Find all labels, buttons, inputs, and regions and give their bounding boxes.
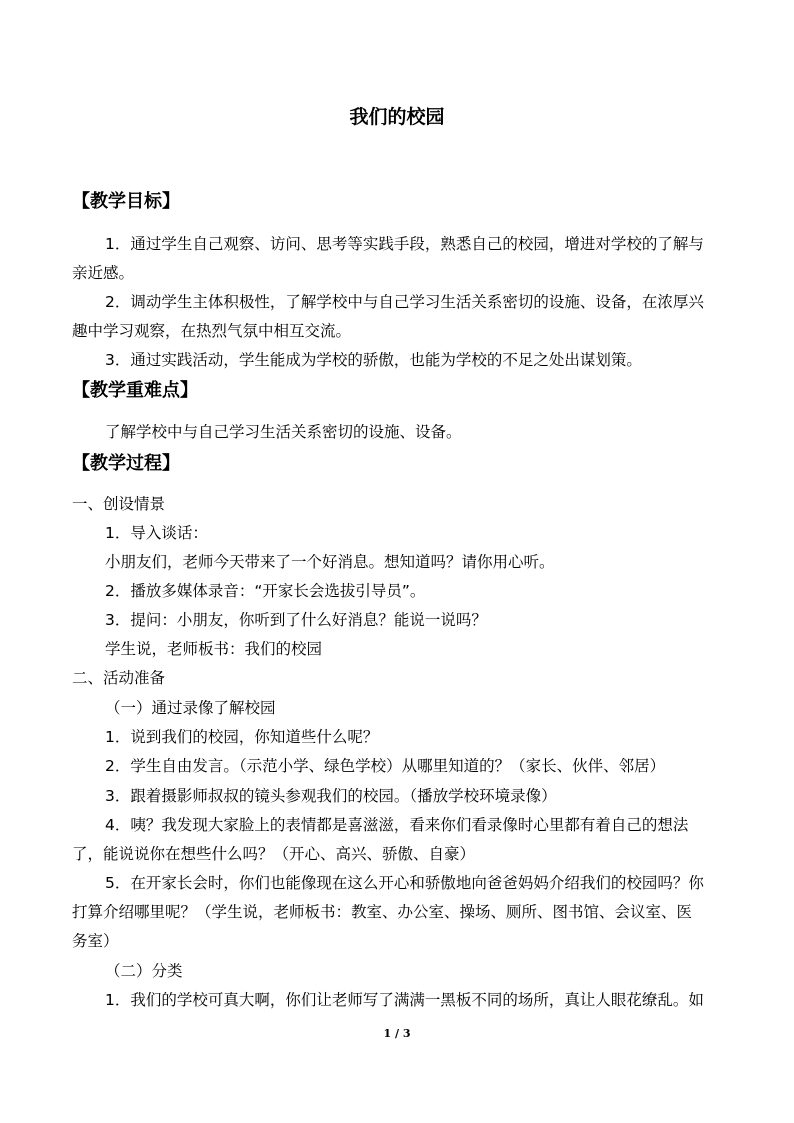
paragraph-line: 1．导入谈话：: [105, 524, 208, 542]
paragraph-line: 1．我们的学校可真大啊，你们让老师写了满满一黑板不同的场所，真让人眼花缭乱。如: [105, 991, 704, 1009]
paragraph-line: 1．说到我们的校园，你知道些什么呢？: [105, 728, 379, 746]
paragraph-line: 2．播放多媒体录音：“开家长会选拔引导员”。: [105, 582, 426, 600]
paragraph-line: 2．学生自由发言。（示范小学、绿色学校）从哪里知道的？（家长、伙伴、邻居）: [105, 757, 666, 775]
paragraph-line: 3．提问：小朋友，你听到了什么好消息？能说一说吗？: [105, 611, 487, 629]
paragraph-line: 务室）: [72, 932, 119, 950]
section-heading-key-points: 【教学重难点】: [72, 380, 198, 401]
paragraph-line: 打算介绍哪里呢？（学生说，老师板书：教室、办公室、操场、厕所、图书馆、会议室、医: [72, 903, 693, 921]
paragraph-line: 二、活动准备: [72, 669, 166, 687]
paragraph-line: 学生说，老师板书：我们的校园: [105, 640, 323, 658]
section-heading-objectives: 【教学目标】: [72, 191, 180, 212]
paragraph-line: 5．在开家长会时，你们也能像现在这么开心和骄傲地向爸爸妈妈介绍我们的校园吗？你: [105, 874, 704, 892]
document-title: 我们的校园: [349, 106, 445, 128]
paragraph-line: （二）分类: [105, 962, 183, 980]
paragraph-line: 3．通过实践活动，学生能成为学校的骄傲，也能为学校的不足之处出谋划策。: [105, 351, 642, 369]
paragraph-line: 4．咦？我发现大家脸上的表情都是喜滋滋，看来你们看录像时心里都有着自己的想法: [105, 816, 689, 834]
paragraph-line: 1．通过学生自己观察、访问、思考等实践手段，熟悉自己的校园，增进对学校的了解与: [105, 235, 704, 253]
paragraph-line: （一）通过录像了解校园: [105, 699, 276, 717]
paragraph-line: 小朋友们，老师今天带来了一个好消息。想知道吗？请你用心听。: [105, 553, 555, 571]
section-heading-process: 【教学过程】: [72, 453, 180, 474]
paragraph-line: 2．调动学生主体积极性，了解学校中与自己学习生活关系密切的设施、设备，在浓厚兴: [105, 293, 704, 311]
paragraph-line: 亲近感。: [72, 264, 135, 282]
paragraph-line: 3．跟着摄影师叔叔的镜头参观我们的校园。（播放学校环境录像）: [105, 787, 557, 805]
paragraph-line: 了，能说说你在想些什么吗？（开心、高兴、骄傲、自豪）: [72, 845, 476, 863]
page-number: 1 / 3: [383, 1027, 411, 1040]
paragraph-line: 了解学校中与自己学习生活关系密切的设施、设备。: [105, 423, 462, 441]
paragraph-line: 趣中学习观察，在热烈气氛中相互交流。: [72, 322, 352, 340]
paragraph-line: 一、创设情景: [72, 495, 166, 513]
